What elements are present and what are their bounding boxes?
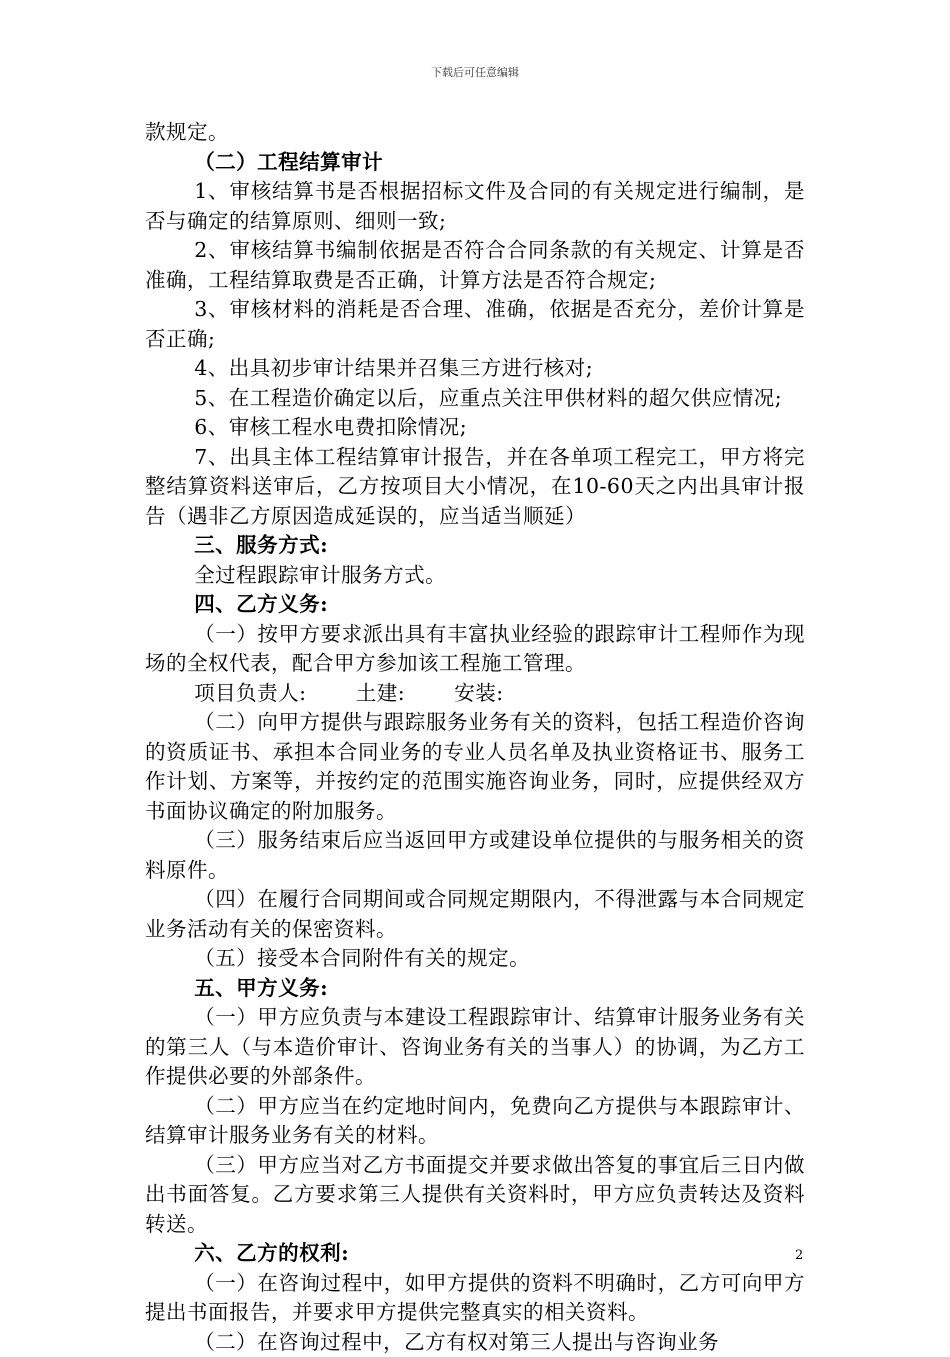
list-item: 3、审核材料的消耗是否合理、准确，依据是否充分，差价计算是否正确; — [145, 295, 805, 354]
list-item: 5、在工程造价确定以后，应重点关注甲供材料的超欠供应情况; — [145, 384, 805, 414]
continued-text: 款规定。 — [145, 118, 805, 148]
list-item: 2、审核结算书编制依据是否符合合同条款的有关规定、计算是否准确，工程结算取费是否正确，计算方法是否符合规定; — [145, 236, 805, 295]
list-item: （三）服务结束后应当返回甲方或建设单位提供的与服务相关的资料原件。 — [145, 826, 805, 885]
page-header: 下载后可任意编辑 — [0, 64, 950, 80]
document-body — [145, 118, 805, 1357]
paragraph: 全过程跟踪审计服务方式。 — [145, 561, 805, 591]
civil-label: 土建: — [356, 681, 405, 705]
list-item: （二）向甲方提供与跟踪服务业务有关的资料，包括工程造价咨询的资质证书、承担本合同业务的专业人员名单及执业资格证书、服务工作计划、方案等，并按约定的范围实施咨询业务，同时，应提供经双方书面协议确定的附加服务。 — [145, 708, 805, 826]
list-item: 6、审核工程水电费扣除情况; — [145, 413, 805, 443]
page-number: 2 — [795, 1248, 803, 1263]
list-item: 1、审核结算书是否根据招标文件及合同的有关规定进行编制，是否与确定的结算原则、细则一致; — [145, 177, 805, 236]
list-item: （一）甲方应负责与本建设工程跟踪审计、结算审计服务业务有关的第三人（与本造价审计、咨询业务有关的当事人）的协调，为乙方工作提供必要的外部条件。 — [145, 1003, 805, 1092]
section-heading-party-a-obligations: 五、甲方义务: — [145, 974, 805, 1004]
section-heading-party-b-rights: 六、乙方的权利: — [145, 1239, 805, 1269]
section-heading-settlement-audit: （二）工程结算审计 — [145, 148, 805, 178]
list-item: （二）甲方应当在约定地时间内，免费向乙方提供与本跟踪审计、结算审计服务业务有关的材料。 — [145, 1092, 805, 1151]
install-label: 安装: — [454, 681, 503, 705]
list-item: （一）在咨询过程中，如甲方提供的资料不明确时，乙方可向甲方提出书面报告，并要求甲方提供完整真实的相关资料。 — [145, 1269, 805, 1328]
list-item: （三）甲方应当对乙方书面提交并要求做出答复的事宜后三日内做出书面答复。乙方要求第三人提供有关资料时，甲方应负责转达及资料转送。 — [145, 1151, 805, 1240]
project-lead-label: 项目负责人: — [194, 681, 306, 705]
list-item: （五）接受本合同附件有关的规定。 — [145, 944, 805, 974]
contacts-line — [145, 679, 805, 709]
list-item: 4、出具初步审计结果并召集三方进行核对; — [145, 354, 805, 384]
list-item: （二）在咨询过程中，乙方有权对第三人提出与咨询业务 — [145, 1328, 805, 1357]
section-heading-service-mode: 三、服务方式: — [145, 531, 805, 561]
list-item: （四）在履行合同期间或合同规定期限内，不得泄露与本合同规定业务活动有关的保密资料。 — [145, 885, 805, 944]
section-heading-party-b-obligations: 四、乙方义务: — [145, 590, 805, 620]
list-item: 7、出具主体工程结算审计报告，并在各单项工程完工，甲方将完整结算资料送审后，乙方按项目大小情况，在10-60天之内出具审计报告（遇非乙方原因造成延误的，应当适当顺延） — [145, 443, 805, 532]
list-item: （一）按甲方要求派出具有丰富执业经验的跟踪审计工程师作为现场的全权代表，配合甲方参加该工程施工管理。 — [145, 620, 805, 679]
